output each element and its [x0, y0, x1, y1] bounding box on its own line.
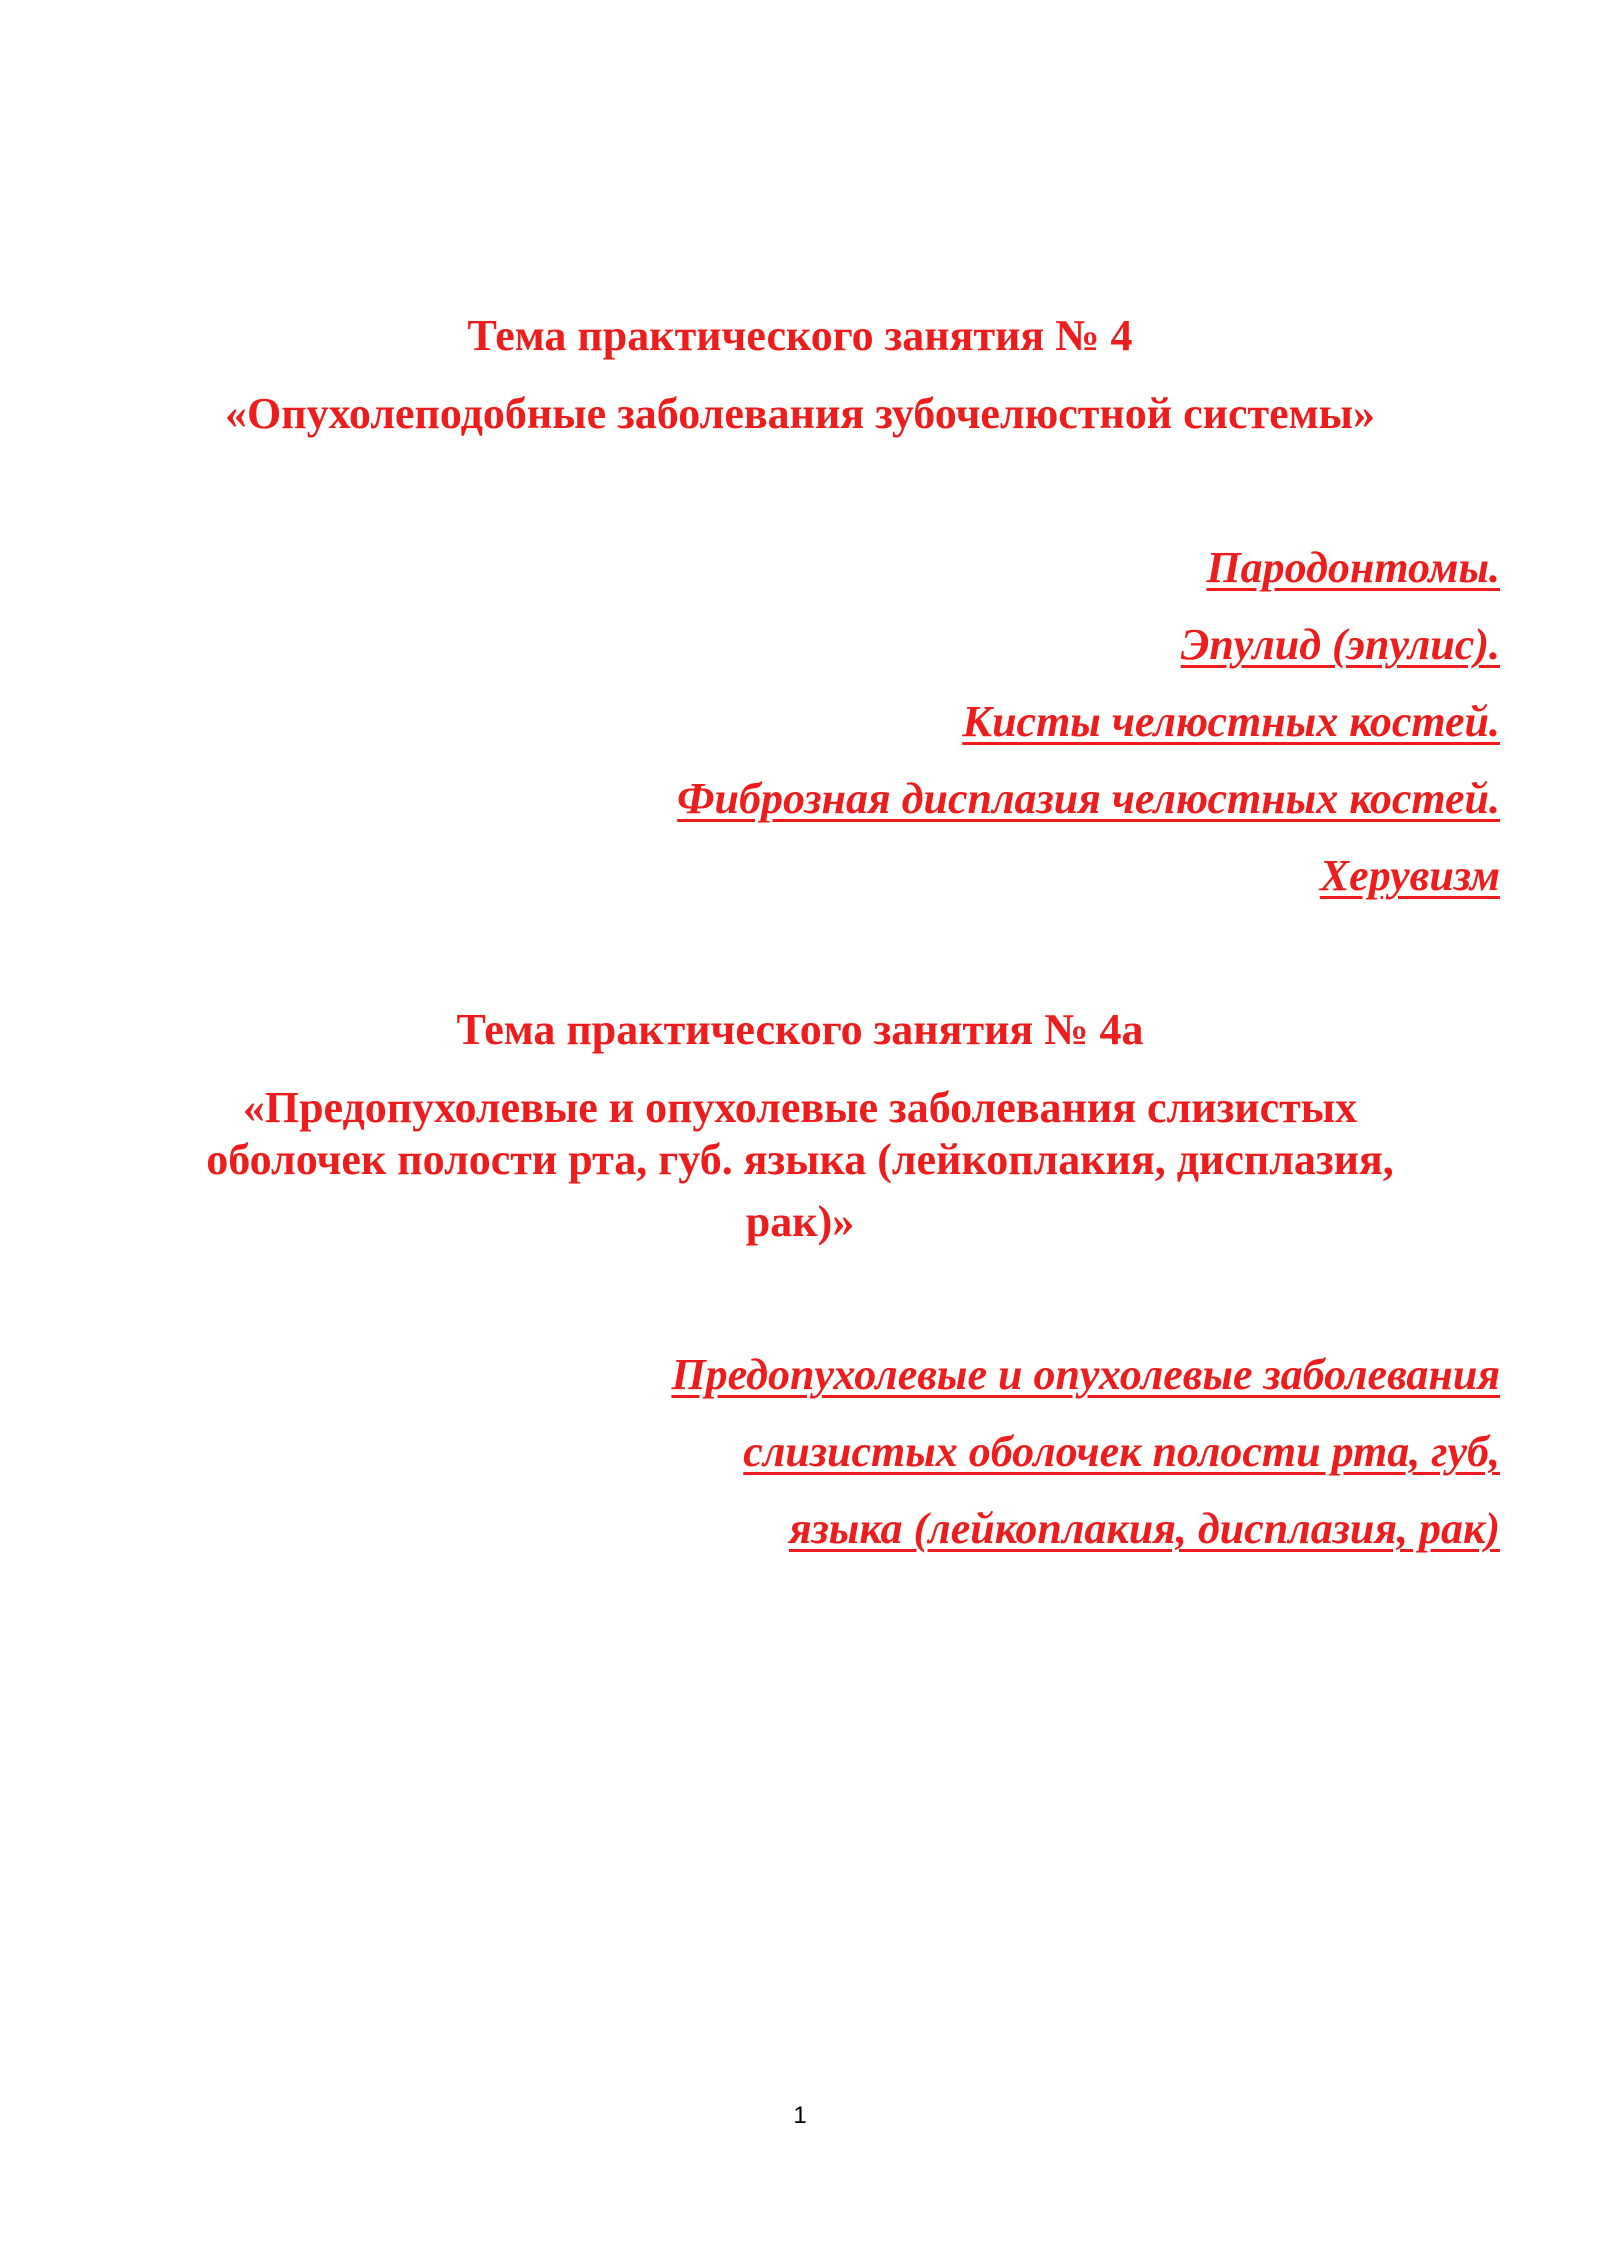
section2-title-line-3: рак)»: [745, 1197, 855, 1246]
section2-heading: Тема практического занятия № 4а: [456, 1005, 1144, 1054]
section2-title-line-1: «Предопухолевые и опухолевые заболевания слизистых: [242, 1083, 1358, 1132]
section1-topic-3: Кисты челюстных костей.: [962, 697, 1500, 746]
section2-topic-line-2: слизистых оболочек полости рта, губ,: [743, 1427, 1500, 1476]
section1-topic-5: Херувизм: [1319, 851, 1500, 900]
section2-topic-line-1: Предопухолевые и опухолевые заболевания: [671, 1350, 1500, 1399]
section1-topic-4: Фиброзная дисплазия челюстных костей.: [677, 774, 1500, 823]
section1-topic-2: Эпулид (эпулис).: [1180, 620, 1500, 669]
section2-title-line-2: оболочек полости рта, губ. языка (лейкоплакия, дисплазия,: [206, 1135, 1394, 1184]
page-number: 1: [793, 2102, 807, 2129]
section1-topic-1: Пародонтомы.: [1206, 543, 1500, 592]
section2-topic-line-3: языка (лейкоплакия, дисплазия, рак): [788, 1504, 1500, 1553]
section1-title: «Опухолеподобные заболевания зубочелюстной системы»: [225, 389, 1375, 438]
section1-heading: Тема практического занятия № 4: [467, 311, 1133, 360]
